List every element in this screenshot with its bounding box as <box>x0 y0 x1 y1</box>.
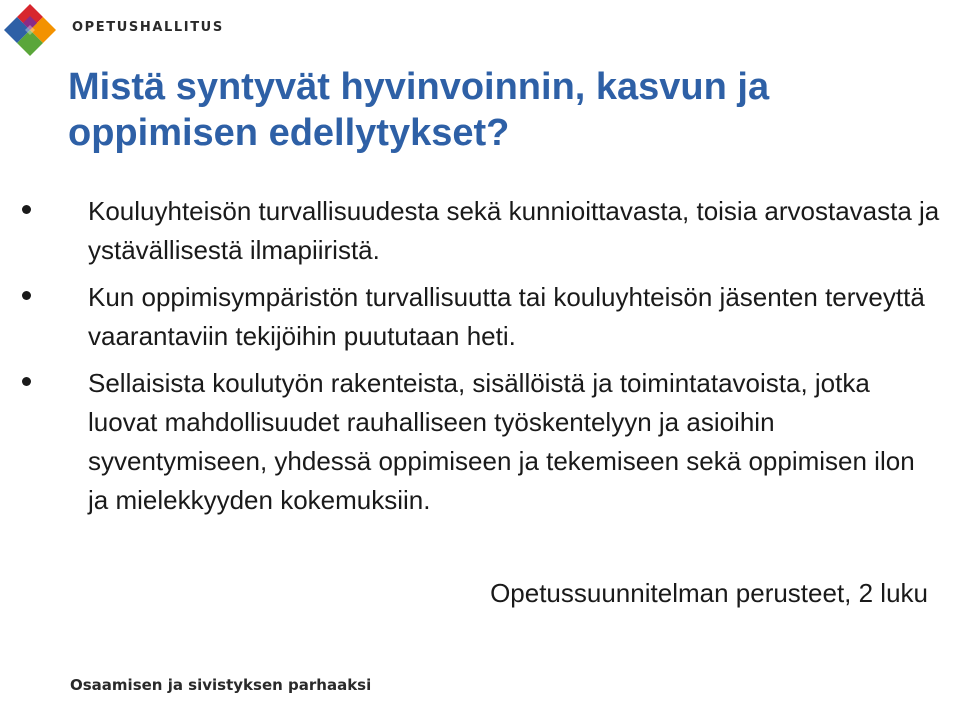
slide-title: Mistä syntyvät hyvinvoinnin, kasvun ja oppimisen edellytykset? <box>68 66 770 154</box>
footer-tagline: Osaamisen ja sivistyksen parhaaksi <box>70 676 372 694</box>
bullet-item <box>22 278 942 356</box>
bullet-text: Kouluyhteisön turvallisuudesta sekä kunnioittavasta, toisia arvostavasta ja ystävällisestä ilmapiiristä. <box>88 196 940 265</box>
opetushallitus-logo-icon <box>2 2 58 58</box>
bullet-dot-icon <box>22 377 31 386</box>
bullet-text: Kun oppimisympäristön turvallisuutta tai kouluyhteisön jäsenten terveyttä vaarantaviin tekijöihin puututaan heti. <box>88 282 925 351</box>
bullet-text: Sellaisista koulutyön rakenteista, sisällöistä ja toimintatavoista, jotka luovat mahdollisuudet rauhalliseen työskentelyyn ja asioihin syventymiseen, yhdessä oppimiseen ja tekemiseen sekä oppimisen ilon ja mielekkyyden kokemuksiin. <box>88 368 915 515</box>
bullet-dot-icon <box>22 205 31 214</box>
bullet-dot-icon <box>22 291 31 300</box>
source-citation: Opetussuunnitelman perusteet, 2 luku <box>490 578 928 608</box>
bullet-item <box>22 192 942 270</box>
org-name: OPETUSHALLITUS <box>72 20 224 35</box>
bullet-list <box>22 192 942 528</box>
bullet-item <box>22 364 942 520</box>
